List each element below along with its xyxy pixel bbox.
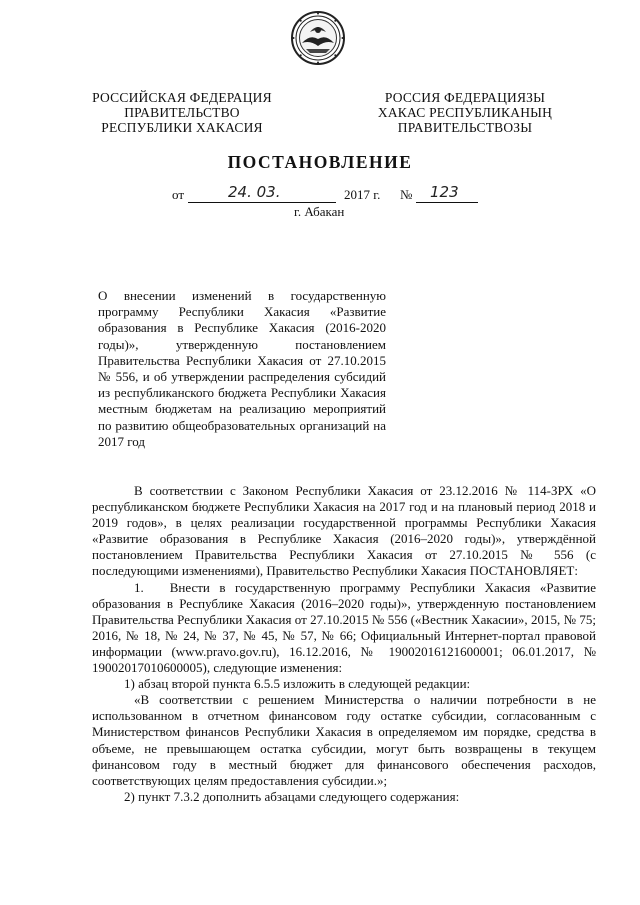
header-right xyxy=(370,90,560,135)
city-name: г. Абакан xyxy=(294,204,345,219)
number-label: № xyxy=(400,187,413,202)
handwritten-number: 123 xyxy=(430,183,459,201)
document-subject: О внесении изменений в государственную программу Республики Хакасия «Развитие образования в Республике Хакасия (2016-2020 годы)», утвержденную постановлением Правительства Республики Хакасия от 27.10.2015 № 556, и об утверждении распределения субсидий из республиканского бюджета Республики Хакасия местным бюджетам на реализацию мероприятий по развитию общеобразовательных организаций на 2017 год xyxy=(98,288,386,449)
header-right-line-2: ХАКАС РЕСПУБЛИКАНЫҢ xyxy=(377,105,553,120)
document-title: ПОСТАНОВЛЕНИЕ xyxy=(227,152,413,172)
header-left-line-3: РЕСПУБЛИКИ ХАКАСИЯ xyxy=(101,120,263,135)
header-right-line-3: ПРАВИТЕЛЬСТВОЗЫ xyxy=(397,120,533,135)
date-prefix: от xyxy=(172,187,185,202)
number-underline xyxy=(416,202,478,203)
body-paragraph-item-1: 1. Внести в государственную программу Республики Хакасия «Развитие образования в Республике Хакасия (2016–2020 годы)», утвержденную постановлением Правительства Республики Хакасия от 27.10.2015 № 556 («Вестник Хакасии», 2015, № 75; 2016, № 18, № 24, № 37, № 45, № 57, № 66; Официальный Интернет-портал правовой информации (www.pravo.gov.ru), 16.12.2016, № 19002016121600001; 06.01.2017, № 19002017010600005), следующие изменения: xyxy=(92,579,596,676)
body-paragraph-quote: «В соответствии с решением Министерства о наличии потребности в не использованном в отчетном финансовом году остатке субсидии, согласованным с Министерством финансов Республики Хакасия в определяемом им порядке, средства в объеме, не превышающем остатка субсидии, могут быть возвращены в текущем финансовом году в местный бюджет для финансового обеспечения расходов, соответствующих целям предоставления субсидии.»; xyxy=(92,692,596,788)
body-paragraph-preamble: В соответствии с Законом Республики Хакасия от 23.12.2016 № 114-ЗРХ «О республиканском бюджете Республики Хакасия на 2017 год и на плановый период 2018 и 2019 годов», в целях реализации государственной программы Республики Хакасия «Развитие образования в Республике Хакасия (2016–2020 годы)», утверждённой постановлением Правительства Республики Хакасия от 27.10.2015 № 556 (с последующими изменениями), Правительство Республики Хакасия ПОСТАНОВЛЯЕТ: xyxy=(92,483,596,579)
header-left-line-1: РОССИЙСКАЯ ФЕДЕРАЦИЯ xyxy=(92,90,272,105)
handwritten-date: 24. 03. xyxy=(228,183,281,201)
header-left-line-2: ПРАВИТЕЛЬСТВО xyxy=(124,105,240,120)
coat-of-arms-emblem xyxy=(290,10,346,66)
body-paragraph-subitem-1: 1) абзац второй пункта 6.5.5 изложить в следующей редакции: xyxy=(124,676,471,692)
date-underline xyxy=(188,202,336,203)
date-year: 2017 г. xyxy=(344,187,381,202)
header-left xyxy=(92,90,272,135)
body-paragraph-subitem-2: 2) пункт 7.3.2 дополнить абзацами следующего содержания: xyxy=(124,788,460,804)
document-body xyxy=(92,483,596,805)
header-right-line-1: РОССИЯ ФЕДЕРАЦИЯЗЫ xyxy=(384,90,546,105)
